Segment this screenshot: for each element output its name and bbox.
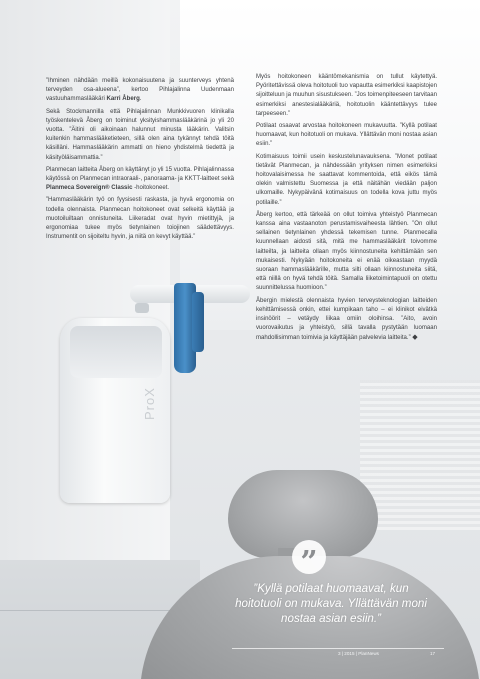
article-paragraph xyxy=(46,166,234,194)
quote-icon: ” xyxy=(292,540,326,574)
page-number: 17 xyxy=(430,651,436,656)
pull-quote: ”Kyllä potilaat huomaavat, kun hoitotuoli on mukava. Yllättävän moni nostaa asian esiin.” xyxy=(235,582,427,625)
paragraph-text: . xyxy=(139,96,142,103)
footer-divider xyxy=(232,648,444,649)
window-blinds xyxy=(360,380,480,530)
article-paragraph: Myös hoitokoneen kääntömekanismia on tullut käytettyä. Pyöritettävissä oleva hoitotuoli tuo vapautta esimerkiksi kaapistojen sijoitteluun ja muuhun sisustukseen. ”Jos toimenpiteeseen tarvitaan esimerkiksi anestesialääkäriä, hoitotuolin kääntettävyys tulee tarpeeseen.” xyxy=(256,74,437,117)
blue-towel-fold xyxy=(192,292,204,352)
footer-publication: 3 | 2015 | PlanNews xyxy=(338,651,379,656)
device-brand-label: ProX xyxy=(142,387,157,420)
paragraph-text: ”Ihminen nähdään meillä kokonaisuutena ja suunterveys yhtenä terveyden osa-alueena”, kertoo Pihlajalinna Uudenmaan vastuuhammaslääkäri xyxy=(46,78,234,103)
paragraph-text: Planmecan laitteita Åberg on käyttänyt jo yli 15 vuotta. Pihlajalinnassa käytössä on Planmecan intraoraali-, panoraama- ja KKTT-laitteet sekä xyxy=(46,166,234,183)
article-paragraph: ”Hammaslääkärin työ on fyysisesti raskasta, ja hyvä ergonomia on todella olennaista. Planmecan hoitokoneet ovat selkeitä käyttää ja muotoiluiltaan onnistuneita. Liikeradat ovat hyvin mietittyjä, ja ergonomiaa tukee myös tietynlainen toiojinen säädettävyys. Instrumentit on sijoiteltu hyvin, ja niitä on kevyt käyttää.” xyxy=(46,197,234,241)
article-column-left xyxy=(46,77,234,245)
device-holder xyxy=(135,303,149,313)
paragraph-text: Åbergin mielestä olennaista hyvien terveysteknologian laitteiden kehittämisessä onkin, ettei kumpikaan taho – ei klinikot eivätkä insinöörit – vetäydy liikaa omiin oloihinsa. ”Aito, avoin vuorovaikutus ja yhteistyö, sillä tavalla pystytään luomaan mahdollisimman toimivia ja käyttäjään palvelevia laitteita.” xyxy=(256,297,437,342)
xray-device-panel xyxy=(70,326,162,378)
article-paragraph: Åberg kertoo, että tärkeää on ollut toimiva yhteistyö Planmecan kanssa aina vastaanoton perustamisvaiheesta lähtien. ”On ollut sellainen tietynlainen yhdessä tekemisen tunne. Planmecalla kuunnellaan aidosti sitä, mitä me hammaslääkärit toivomme laitteilta, ja laitteita ollaan myös kiinnostuneita kehittämään sen mukaisesti. Nykyään hoitokoneita ei enää oikeastaan myydä suoraan hammaslääkärille, mutta silti ollaan kiinnostuneita siitä, että niillä on hyvä tehdä töitä. Samalla liiketoimintapuoli on otettu suunnittelussa huomioon.” xyxy=(256,211,437,292)
article-column-right xyxy=(256,73,437,347)
article-paragraph xyxy=(46,77,234,105)
article-paragraph: Potilaat osaavat arvostaa hoitokoneen mukavuutta. ”Kyllä potilaat huomaavat, kun hoitotuoli on mukava. Yllättävän moni nostaa asian esiin.” xyxy=(256,123,437,148)
article-paragraph: Sekä Stockmannilla että Pihlajalinnan Munkkivuoren klinikalla työskentelevä Åberg on toiminut yksityishammaslääkärinä jo yli 20 vuotta. ”Äitini oli aikoinaan halunnut minusta lääkärin. Valitsin kuitenkin hammaslääketieteen, sillä olen aina tykännyt tehdä töitä käsilläni. Hammaslääkärin ammatti on hieno yhdistelmä tiedettä ja käsityöläisammattia.” xyxy=(46,108,234,161)
paragraph-text: -hoitokoneet. xyxy=(132,185,170,192)
article-end-mark: ◆ xyxy=(412,334,418,342)
article-paragraph xyxy=(256,297,437,344)
person-name: Karri Åberg xyxy=(106,96,140,103)
product-name: Planmeca Sovereign® Classic xyxy=(46,185,133,192)
article-paragraph: Kotimaisuus toimii usein keskustelunavauksena. ”Monet potilaat tietävät Planmecan, ja nähdessään yrityksen nimen esimerkiksi hoitovalaisimessa he saattavat kommentoida, että eikös tämä olekin valmistettu Suomessa ja että näitähän viedään paljon ulkomaille. Nykypäivänä kotimaisuus on todella kova juttu myös potilaille.” xyxy=(256,153,437,206)
